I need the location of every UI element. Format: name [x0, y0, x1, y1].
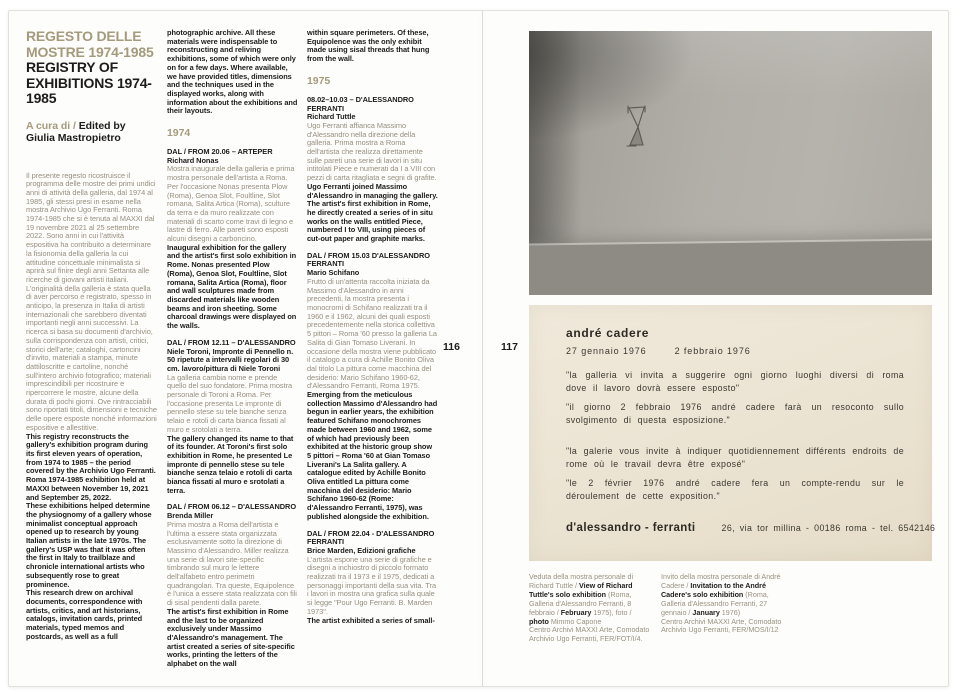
text-block: February — [560, 607, 594, 617]
page-number-left: 116 — [443, 341, 460, 353]
text-block: January — [692, 607, 722, 617]
caption-left-text — [529, 573, 651, 626]
left-page — [9, 11, 482, 686]
text-column-1 — [26, 29, 157, 677]
text-block: Invito della mostra personale di André Cadere / — [661, 572, 781, 590]
editor-name: Giulia Mastropietro — [26, 132, 121, 144]
text-block: L'artista espone una serie di grafiche e disegni a inchiostro di piccolo formato realizzati tra il 1973 e il 1975, dedicati a personaggi importanti della sua vita. Tra i lavori in mostra una grafica sulla quale si legge "Pour Ugo Ferranti. B. Marden 1973". — [307, 554, 437, 616]
text-block: The gallery changed its name to that of its founder. At Toroni's first solo exhibition in Rome, he presented Le impronte di pennello stese su tele bianche senza telaio e rotoli di carta bianca fissati al muro e srotolati a terra. — [167, 433, 294, 495]
card-quotes-italian — [566, 369, 904, 426]
text-block: This registry reconstructs the gallery's exhibition program during its first eleven years of operation, from 1974 to 1985 – the period covered by the Archivio Ugo Ferranti. Roma 1974-1985 exhibition held at MAXXI between November 19, 2021 and September 25, 2022. — [26, 431, 156, 502]
text-block: Mimmo Capone — [550, 616, 602, 626]
text-block: Brice Marden, Edizioni grafiche — [307, 545, 416, 555]
text-column-2 — [167, 29, 298, 677]
text-block: DAL / FROM 12.11 – D'ALESSANDRO — [167, 337, 296, 347]
page-title-english: REGISTRY OF EXHIBITIONS 1974-1985 — [26, 59, 152, 106]
byline-italian: A cura di / — [26, 119, 76, 132]
text-block: Frutto di un'attenta raccolta iniziata da Massimo d'Alessandro in anni precedenti, la mostra presenta i monocromi di Schifano realizzati tra il 1960 e il 1962, alcuni dei quali esposti precedentemente nella storica collettiva 5 pittori – Roma '60 presso la galleria La Salita di Gian Tomaso Liverani. In occasione della mostra viene pubblicato il catalogo a cura di Achille Bonito Oliva dal titolo La pittura come macchina del desiderio: Mario Schifano 1960-62, d'Alessandro Ferranti, Roma 1975. — [307, 276, 437, 391]
exhibition-photo — [529, 31, 932, 295]
text-block: The artist's first exhibition in Rome and the last to be organized exclusively under Massimo d'Alessandro's management. The artist created a series of site-specific works, printing the letters of the alphabet on the wall — [167, 606, 295, 669]
text-block: DAL / FROM 06.12 – D'ALESSANDRO — [167, 502, 297, 512]
page-title-italian: REGESTO DELLE MOSTRE 1974-1985 — [26, 28, 154, 60]
caption-left — [529, 573, 651, 644]
text-block: Ugo Ferranti affianca Massimo d'Alessandro nella direzione della galleria. Prima mostra a Roma dell'artista che realizza direttamente sulle pareti una serie di lavori in situ intitolati Piece e numerati da I a VIII con pezzi di carta ritagliata e segni di grafite. — [307, 120, 437, 183]
byline — [26, 120, 157, 133]
text-column-3 — [307, 29, 438, 677]
text-block: DAL / FROM 15.03 D'ALESSANDRO FERRANTI — [307, 250, 430, 269]
card-date-start: 27 gennaio 1976 — [566, 346, 647, 356]
caption-left-credit: Centro Archivi MAXXI Arte, Comodato Archivio Ugo Ferranti, FER/FOT/I/4. — [529, 625, 650, 644]
text-block: The artist exhibited a series of small- — [307, 615, 435, 625]
caption-right-text — [661, 573, 783, 618]
text-block: (Roma, Galleria d'Alessandro Ferranti, 8 febbraio / — [529, 589, 632, 617]
text-block: Richard Nonas — [167, 155, 219, 165]
captions-row — [529, 573, 932, 644]
text-block: Inaugural exhibition for the gallery and the artist's first solo exhibition in Rome. Nonas presented Plow (Roma), Genoa Slot, Foultline, Slot romana, Salita Artica (Roma), floor and wall sculptures made from discarded materials like wooden beams and iron sheeting. Some charcoal drawings were displayed on the walls. — [167, 242, 297, 331]
text-block: Prima mostra a Roma dell'artista e l'ultima a essere stata organizzata esclusivamente sotto la direzione di Massimo d'Alessandro. Miller realizza una serie di lavori site-specific timbrando sul muro le lettere dell'alfabeto entro perimetri quadrangolari. Tra queste, Equipolence è l'unica a essere stata realizzata con fili di sisal pendenti dalla parete. — [167, 519, 297, 608]
text-block: DAL / FROM 20.06 – ARTEPER — [167, 147, 273, 157]
text-block: 1974 — [167, 127, 191, 140]
text-block: Mario Schifano — [307, 268, 360, 278]
text-block: (Roma, Galleria d'Alessandro Ferranti, 27 gennaio / — [661, 589, 769, 617]
text-block: Niele Toroni, Impronte di Pennello n. 50 ripetute a intervalli regolari di 30 cm. lavoro/pittura di Niele Toroni — [167, 346, 294, 373]
text-block: Invitation to the André Cadere's solo exhibition — [661, 580, 766, 599]
text-block: DAL / FROM 22.04 - D'ALESSANDRO FERRANTI — [307, 528, 435, 547]
caption-right — [661, 573, 783, 644]
invitation-card-content — [566, 326, 904, 509]
page-number-right: 117 — [501, 341, 518, 353]
tuttle-piece-mark-icon — [624, 105, 651, 151]
text-block: Mostra inaugurale della galleria e prima mostra personale dell'artista a Roma. Per l'occasione Nonas presenta Plow (Roma), Genoa Slot, Foultline, Slot romana, Salita Artica (Roma), sculture da terra e da muro realizzate con materiali di scarto come travi di legno e lastre di ferro. Alle pareti sono esposti alcuni disegni a carboncino. — [167, 164, 295, 244]
card-artist-name: andré cadere — [566, 326, 650, 340]
book-spread — [8, 10, 949, 687]
intro-text — [26, 172, 157, 642]
invitation-card — [529, 305, 936, 561]
byline-english: Edited by — [78, 119, 126, 132]
gallery-address: 26, via tor millina - 00186 roma - tel. 6542146 — [721, 523, 936, 533]
text-block: 1975), foto / — [593, 607, 632, 617]
text-block: photo — [529, 616, 551, 626]
text-block: 1976) — [721, 607, 741, 617]
text-block: within square perimeters. Of these, Equipolence was the only exhibit made using sisal threads that hung from the wall. — [307, 29, 430, 64]
text-block: View of Richard Tuttle's solo exhibition — [529, 580, 633, 599]
text-block: Brenda Miller — [167, 511, 214, 521]
text-block: Richard Tuttle — [307, 112, 356, 122]
right-page — [483, 11, 948, 686]
text-block: "la galerie vous invite à indiquer quotidiennement différents endroits de rome où le travail devra être exposé" — [566, 446, 904, 469]
gallery-name: d'alessandro - ferranti — [566, 522, 696, 534]
text-block: La galleria cambia nome e prende quello del suo fondatore. Prima mostra personale di Toroni a Roma. Per l'occasione presenta Le impronte di pennello stese su tele bianche senza telaio e rotoli di carta bianca fissati al muro e srotolati a terra. — [167, 372, 293, 434]
text-block: "il giorno 2 febbraio 1976 andré cadere farà un resoconto sullo svolgimento di questa esposizione." — [566, 402, 904, 425]
text-block: "le 2 février 1976 andré cadere fera un compte-rendu sur le déroulement de cette exposition." — [566, 478, 904, 501]
caption-right-credit: Centro Archivi MAXXI Arte, Comodato Archivio Ugo Ferranti, FER/MOS/I/12 — [661, 616, 782, 635]
text-block: Veduta della mostra personale di Richard Tuttle / — [529, 572, 634, 590]
card-quotes-french — [566, 445, 904, 502]
card-date-end: 2 febbraio 1976 — [674, 346, 751, 356]
text-block: "la galleria vi invita a suggerire ogni giorno luoghi diversi di roma dove il lavoro dovrà essere esposto" — [566, 370, 904, 393]
photo-floor-area — [529, 240, 932, 295]
card-dates — [566, 346, 904, 356]
text-block: Ugo Ferranti joined Massimo d'Alessandro in managing the gallery. The artist's first exhibition in Rome, he directly created a series of in situ works on the walls entitled Piece, numbered I to VIII, using pieces of cut-out paper and graphite marks. — [307, 181, 438, 244]
text-block: These exhibitions helped determine the physiognomy of a gallery whose minimalist conceptual approach opened up to research by young Italian artists in the late 1970s. The gallery's USP was that it was often the first in Italy to trailblaze and chronicle international artists who subsequently rose to great prominence. — [26, 501, 152, 589]
text-block: photographic archive. All these materials were indispensable to reconstructing and reliving exhibitions, some of which were only on for a few days. Where available, we have provided titles, dimensions and the techniques used in the displayed works, along with information about the exhibitions and their layouts. — [167, 29, 298, 116]
text-block: 08.02–10.03 – D'ALESSANDRO FERRANTI — [307, 94, 414, 113]
card-gallery-line — [566, 522, 936, 534]
text-block: Il presente regesto ricostruisce il programma delle mostre dei primi undici anni di attività della galleria, dal 1974 al 1985, gli stessi presi in esame nella mostra Archivio Ugo Ferranti. Roma 1974-1985 che si è tenuta al MAXXI dal 19 novembre 2021 al 25 settembre 2022. Sono anni in cui l'attività espositiva ha contribuito a determinare la fisionomia della galleria la cui attitudine concettuale minimalista si aprirà sul finire degli anni Settanta alle ricerche di giovani artisti italiani. L'originalità della galleria è stata quella di aver percorso e registrato, spesso in anticipo, la presenza in Italia di artisti internazionali che sarebbero diventati importanti negli anni successivi. La ricerca si basa su documenti d'archivio, sulla corrispondenza con artisti, critici, storici dell'arte; cataloghi, cartoncini d'invito, materiali a stampa, minute dattiloscritte e cartoline, nonché sull'intero archivio fotografico; materiali imprescindibili per ricostruire e ripercorrere le mostre, alcune della durata di pochi giorni. Ove rintracciabili sono riportati titoli, dimensioni e tecniche delle opere esposte nonché informazioni espositive e allestitive. — [26, 170, 157, 432]
text-block: This research drew on archival documents, correspondence with artists, critics, and art historians, catalogs, invitation cards, printed materials, typed memos and postcards, as well as a full — [26, 588, 143, 641]
text-block: Emerging from the meticulous collection Massimo d'Alessandro had begun in earlier years, the exhibition featured Schifano monochromes made between 1960 and 1962, some of which had previously been exhibited at the historic group show 5 pittori – Roma '60 at Gian Tomaso Liverani's La Salita gallery. A catalogue edited by Achille Bonito Oliva entitled La pittura come macchina del desiderio: Mario Schifano 1960-62 (Rome: d'Alessandro Ferranti, 1975), was published alongside the exhibition. — [307, 390, 438, 521]
text-block: 1975 — [307, 74, 331, 87]
